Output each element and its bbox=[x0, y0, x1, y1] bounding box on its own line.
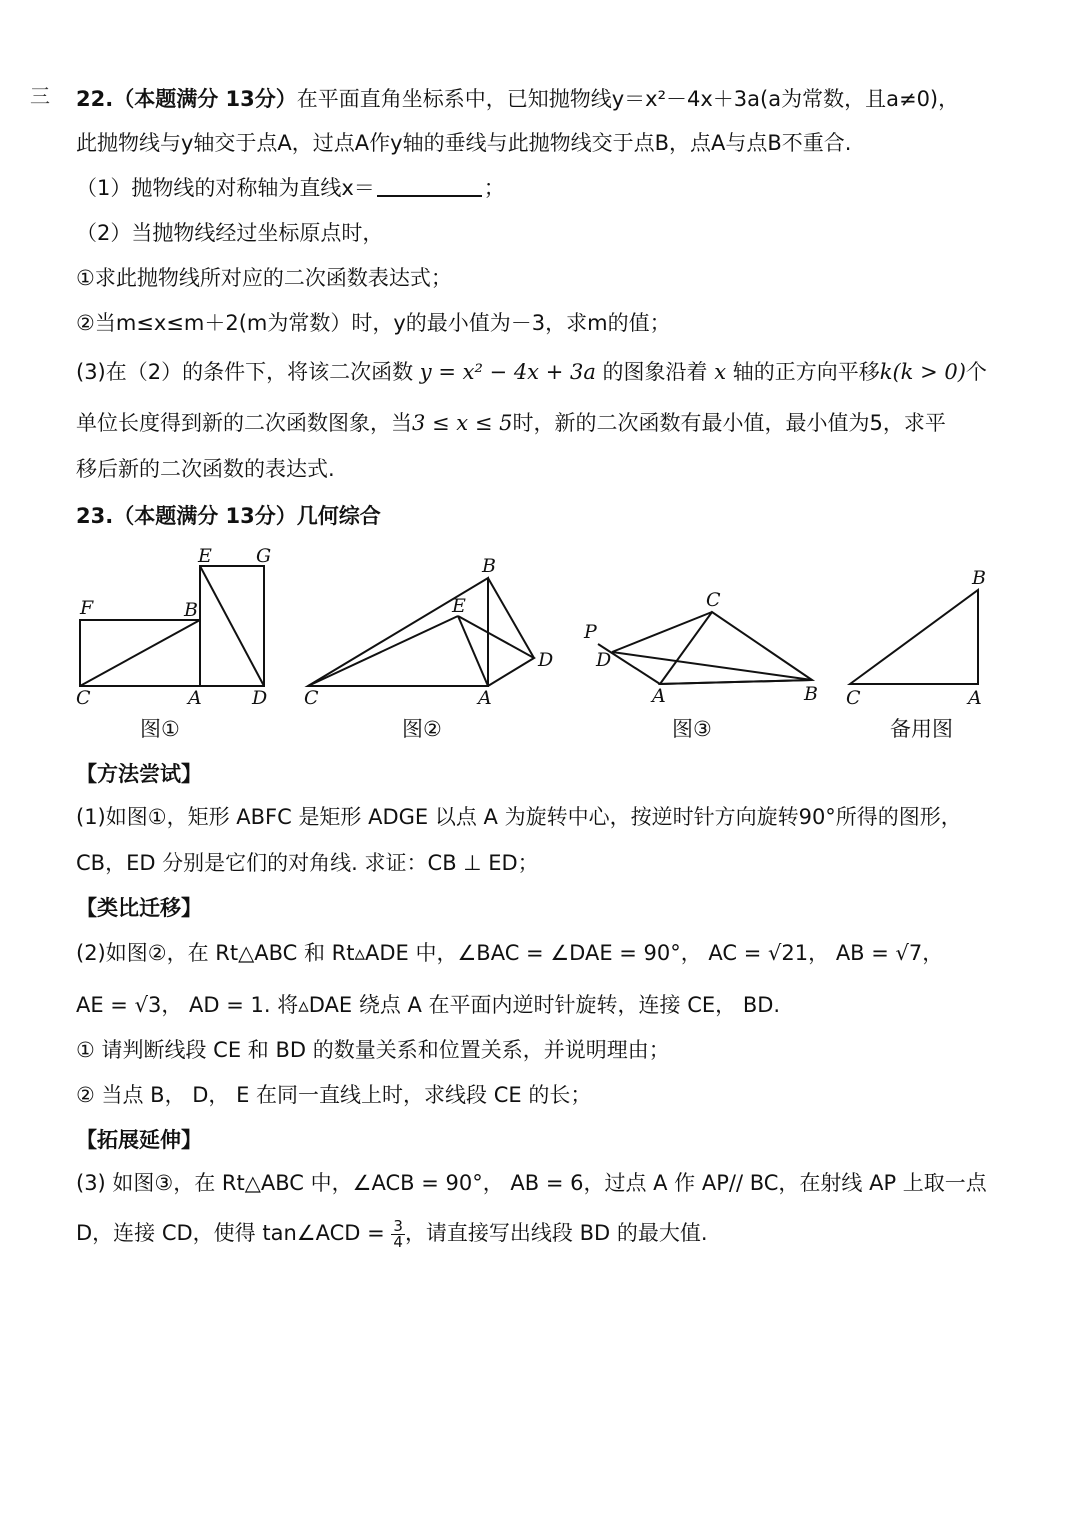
q22-part3-c: 轴的正方向平移 bbox=[732, 360, 880, 384]
q22-part3-range: 3 ≤ x ≤ 5 bbox=[412, 411, 513, 435]
q22-part3-b: 的图象沿着 bbox=[602, 360, 708, 384]
answer-blank[interactable] bbox=[377, 175, 482, 197]
q22-line1-text: 在平面直角坐标系中，已知抛物线y＝x²－4x＋3a(a为常数，且a≠0)， bbox=[296, 87, 960, 111]
label-e-fig2: E bbox=[452, 595, 466, 617]
q22-part3-line2-b: 时，新的二次函数有最小值，最小值为5，求平 bbox=[512, 411, 946, 435]
figure-1 bbox=[80, 566, 264, 686]
fraction-denominator: 4 bbox=[393, 1232, 403, 1251]
q22-part3-d: 个 bbox=[965, 360, 987, 384]
s2-line1: (2)如图②，在 Rt△ABC 和 Rt▵ADE 中，∠BAC = ∠DAE = 90°， AC = √21， AB = √7， bbox=[76, 941, 944, 965]
q22-part3-a: (3)在（2）的条件下，将该二次函数 bbox=[76, 360, 414, 384]
section-method-title: 【方法尝试】 bbox=[76, 762, 202, 786]
q22-part3-line2 bbox=[76, 408, 1036, 438]
label-a-fig3: A bbox=[652, 685, 666, 707]
edge-mark: 三 bbox=[30, 84, 50, 108]
s3-line1: (3) 如图③，在 Rt△ABC 中，∠ACB = 90°， AB = 6，过点 A 作 AP// BC，在射线 AP 上取一点 bbox=[76, 1171, 987, 1195]
segment-bd bbox=[612, 652, 812, 680]
label-d-fig2: D bbox=[538, 649, 554, 671]
s2-line2: AE = √3， AD = 1. 将▵DAE 绕点 A 在平面内逆时针旋转，连接 CE， BD. bbox=[76, 993, 781, 1017]
q22-part3-line2-a: 单位长度得到新的二次函数图象，当 bbox=[76, 411, 412, 435]
label-c-fig4: C bbox=[846, 687, 861, 709]
s2-q1: ① 请判断线段 CE 和 BD 的数量关系和位置关系，并说明理由； bbox=[76, 1038, 670, 1062]
caption-fig2: 图② bbox=[402, 717, 442, 741]
label-c-fig1: C bbox=[76, 687, 91, 709]
segment-ae bbox=[458, 616, 488, 686]
segment-ab bbox=[660, 680, 812, 684]
s3-line2-a: D，连接 CD，使得 tan∠ACD = bbox=[76, 1221, 385, 1245]
label-a-fig4: A bbox=[968, 687, 982, 709]
section-analogy-title: 【类比迁移】 bbox=[76, 896, 202, 920]
label-a-fig2: A bbox=[478, 687, 492, 709]
diagonal-ed bbox=[200, 566, 264, 686]
label-c-fig3: C bbox=[706, 589, 721, 611]
label-b-fig2: B bbox=[482, 555, 496, 577]
q22-part3-line3: 移后新的二次函数的表达式. bbox=[76, 457, 335, 481]
label-p-fig3: P bbox=[584, 621, 597, 643]
s1-line2: CB，ED 分别是它们的对角线. 求证：CB ⊥ ED； bbox=[76, 851, 539, 875]
triangle-ade bbox=[458, 616, 534, 686]
caption-fig3: 图③ bbox=[672, 717, 712, 741]
q22-part3-line1 bbox=[76, 357, 1036, 387]
figure-2 bbox=[308, 578, 534, 686]
caption-fig4: 备用图 bbox=[890, 717, 953, 741]
q22-part2-1: ①求此抛物线所对应的二次函数表达式； bbox=[76, 266, 452, 290]
label-d-fig1: D bbox=[252, 687, 268, 709]
q22-part3-k: k(k > 0) bbox=[879, 360, 966, 384]
tan-fraction bbox=[391, 1216, 405, 1251]
figure-4 bbox=[850, 590, 978, 684]
label-b-fig3: B bbox=[804, 683, 818, 705]
section-extension-title: 【拓展延伸】 bbox=[76, 1128, 202, 1152]
q22-line2: 此抛物线与y轴交于点A，过点A作y轴的垂线与此抛物线交于点B，点A与点B不重合. bbox=[76, 131, 852, 155]
q22-part1-suffix: ； bbox=[483, 176, 505, 200]
q22-part1-prefix: （1）抛物线的对称轴为直线x＝ bbox=[76, 176, 375, 200]
s1-line1: (1)如图①，矩形 ABFC 是矩形 ADGE 以点 A 为旋转中心，按逆时针方向旋转90°所得的图形， bbox=[76, 805, 962, 829]
q22-header: 22.（本题满分 13分） bbox=[76, 87, 297, 111]
q22-part2-2: ②当m≤x≤m＋2(m为常数）时，y的最小值为－3，求m的值； bbox=[76, 311, 671, 335]
label-d-fig3: D bbox=[596, 649, 612, 671]
diagonal-cb bbox=[80, 620, 200, 686]
label-f-fig1: F bbox=[80, 597, 94, 619]
label-a-fig1: A bbox=[188, 687, 202, 709]
q22-line1 bbox=[76, 84, 1036, 114]
label-e-fig1: E bbox=[198, 545, 212, 567]
segment-ce bbox=[308, 616, 458, 686]
s2-q2: ② 当点 B， D， E 在同一直线上时，求线段 CE 的长； bbox=[76, 1083, 592, 1107]
figure-3 bbox=[598, 612, 812, 684]
caption-fig1: 图① bbox=[140, 717, 180, 741]
s3-line2-b: ，请直接写出线段 BD 的最大值. bbox=[404, 1221, 708, 1245]
label-c-fig2: C bbox=[304, 687, 319, 709]
q22-part2: （2）当抛物线经过坐标原点时， bbox=[76, 221, 384, 245]
figures-row bbox=[60, 540, 1020, 710]
s3-line2 bbox=[76, 1218, 1036, 1250]
label-g-fig1: G bbox=[256, 545, 272, 567]
q22-part3-expr: y = x² − 4x + 3a bbox=[419, 360, 596, 384]
triangle-backup bbox=[850, 590, 978, 684]
label-b-fig4: B bbox=[972, 567, 986, 589]
label-b-fig1: B bbox=[184, 599, 198, 621]
q22-part1 bbox=[76, 173, 1036, 203]
q22-part3-x: x bbox=[714, 360, 727, 384]
q23-header: 23.（本题满分 13分）几何综合 bbox=[76, 504, 381, 528]
fraction-numerator: 3 bbox=[393, 1216, 403, 1235]
